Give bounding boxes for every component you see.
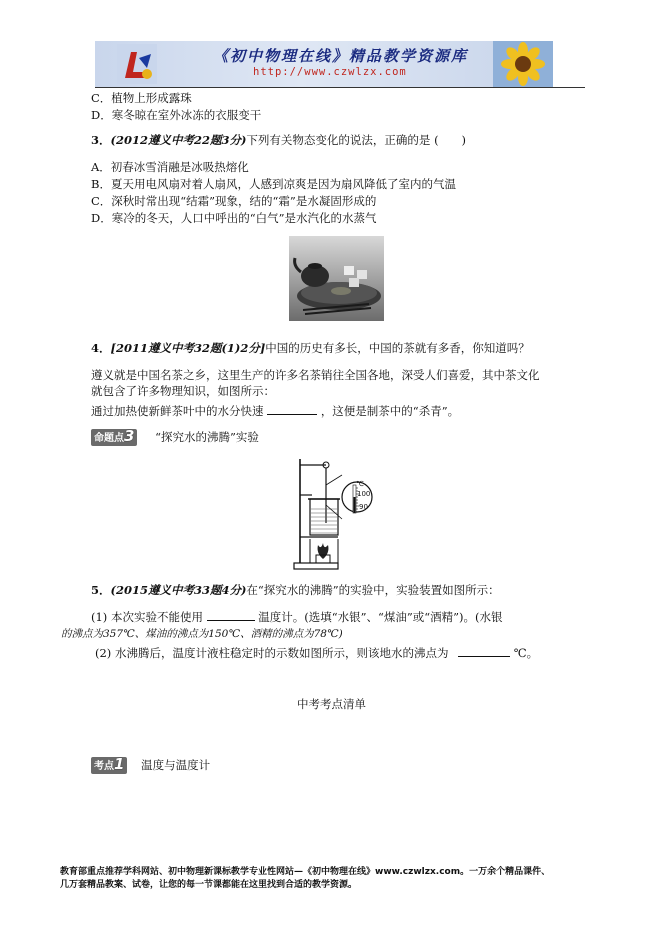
q2-option-d: D．寒冬晾在室外冰冻的衣服变干 xyxy=(91,108,262,122)
q5-part1-after: 温度计。(选填“水银”、“煤油”或“酒精”)。(水银 xyxy=(258,610,503,624)
q4-stem xyxy=(91,341,530,356)
thermometer-unit: ℃ xyxy=(356,480,364,488)
point3-tag: 命题点3 xyxy=(91,429,137,446)
section-title: 中考考点清单 xyxy=(297,697,366,711)
q5-part2-unit: ℃。 xyxy=(513,646,539,660)
point1-number: 1 xyxy=(114,755,125,773)
banner-url: http://www.czwlzx.com xyxy=(253,66,407,78)
point1-title: 温度与温度计 xyxy=(141,758,211,772)
point1-tag: 考点1 xyxy=(91,757,127,774)
q5-source: (2015遵义中考33题4分) xyxy=(110,583,247,597)
point3-heading xyxy=(91,429,259,446)
q4-answer-blank[interactable] xyxy=(267,403,317,415)
point3-title: “探究水的沸腾”实验 xyxy=(155,430,259,444)
q3-option-b: B．夏天用电风扇对着人扇风，人感到凉爽是因为扇风降低了室内的气温 xyxy=(91,177,456,191)
thermometer-tick-100: 100 xyxy=(357,490,371,498)
q5-number: 5． xyxy=(91,583,111,597)
q2-option-c: C．植物上形成露珠 xyxy=(91,91,192,105)
q5-part1-blank[interactable] xyxy=(207,609,255,621)
q3-number: 3． xyxy=(91,133,111,147)
q4-fill-before: 通过加热使新鲜茶叶中的水分快速 xyxy=(91,404,264,418)
q5-part2 xyxy=(95,645,538,661)
q3-stem xyxy=(91,133,466,148)
sunflower-icon xyxy=(493,41,553,87)
header-divider xyxy=(95,87,585,88)
footer-line1: 教育部重点推荐学科网站、初中物理新课标教学专业性网站—《初中物理在线》www.czwlzx.com。一万余个精品课件、 xyxy=(60,867,551,877)
q4-paragraph-line1: 遵义就是中国名茶之乡，这里生产的许多名茶销往全国各地，深受人们喜爱，其中茶文化 xyxy=(91,368,540,382)
boiling-apparatus-diagram xyxy=(290,455,374,571)
q5-text: 在“探究水的沸腾”的实验中，实验装置如图所示： xyxy=(246,583,500,597)
q5-part1-before: (1) 本次实验不能使用 xyxy=(91,610,203,624)
site-logo-icon xyxy=(117,44,157,84)
q5-stem xyxy=(91,583,500,598)
footer xyxy=(60,866,620,892)
q4-paragraph-line2: 就包含了许多物理知识，如图所示： xyxy=(91,384,275,398)
tea-set-photo xyxy=(289,236,384,321)
q5-part1-note: 的沸点为357℃、煤油的沸点为150℃、酒精的沸点为78℃) xyxy=(61,628,343,640)
q3-option-d: D．寒冷的冬天，人口中呼出的“白气”是水汽化的水蒸气 xyxy=(91,211,377,225)
q4-fill-after: ，这便是制茶中的“杀青”。 xyxy=(320,404,460,418)
q4-source: [2011遵义中考32题(1)2分] xyxy=(110,341,266,355)
point1-heading xyxy=(91,757,210,774)
header-banner xyxy=(95,41,553,87)
q5-part2-before: (2) 水沸腾后，温度计液柱稳定时的示数如图所示，则该地水的沸点为 xyxy=(95,646,449,660)
q4-text: 中国的历史有多长，中国的茶就有多香，你知道吗？ xyxy=(265,341,530,355)
banner-title: 《初中物理在线》精品教学资源库 xyxy=(213,47,469,65)
q3-option-a: A．初春冰雪消融是冰吸热熔化 xyxy=(91,160,249,174)
footer-line2: 几万套精品教案、试卷，让您的每一节课都能在这里找到合适的教学资源。 xyxy=(60,880,358,890)
q4-fill-line xyxy=(91,403,459,419)
thermometer-tick-90: 90 xyxy=(359,503,368,511)
point3-number: 3 xyxy=(124,427,135,445)
q4-number: 4． xyxy=(91,341,111,355)
q5-part2-blank[interactable] xyxy=(458,645,510,657)
q5-part1 xyxy=(91,609,503,625)
q3-option-c: C．深秋时常出现“结霜”现象，结的“霜”是水凝固形成的 xyxy=(91,194,377,208)
q3-text: 下列有关物态变化的说法，正确的是 ( ) xyxy=(246,133,467,147)
q3-source: (2012遵义中考22题3分) xyxy=(110,133,247,147)
